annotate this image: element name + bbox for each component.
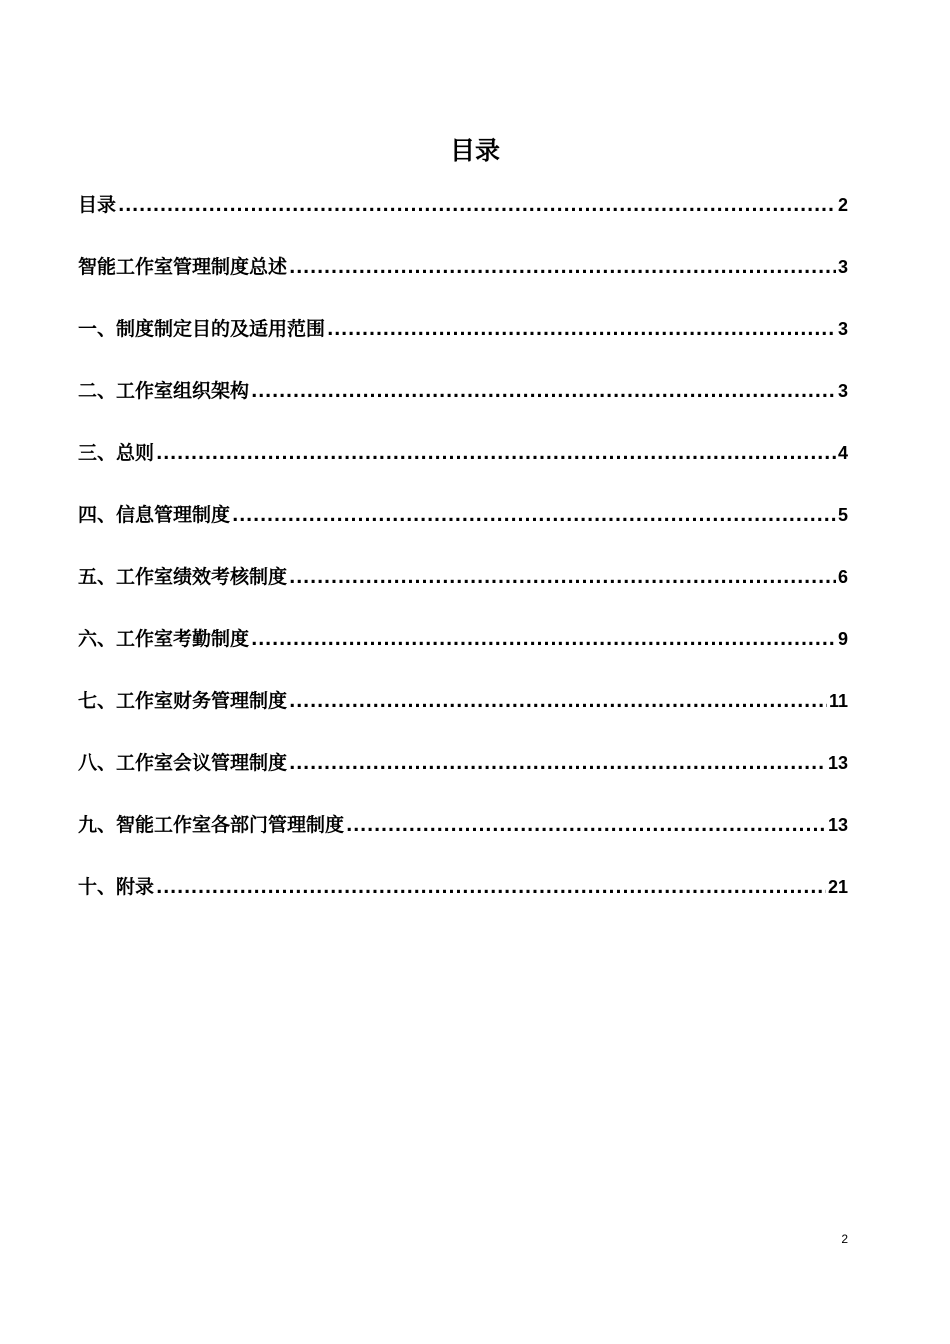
- toc-entry-page: 5: [837, 505, 848, 525]
- toc-entry-section-9[interactable]: [78, 808, 848, 870]
- toc-entry-section-2[interactable]: [78, 374, 848, 436]
- toc-entry-page: 3: [837, 381, 848, 401]
- toc-dot-leader: [118, 189, 836, 223]
- toc-entry-label: 七、工作室财务管理制度: [78, 690, 288, 712]
- toc-entry-page: 2: [837, 195, 848, 215]
- toc-entry-section-5[interactable]: [78, 560, 848, 622]
- toc-entry-section-8[interactable]: [78, 746, 848, 808]
- toc-dot-leader: [251, 623, 836, 657]
- toc-dot-leader: [156, 871, 826, 905]
- toc-entry-label: 五、工作室绩效考核制度: [78, 566, 288, 588]
- toc-entry-page: 4: [837, 443, 848, 463]
- toc-entry-page: 21: [827, 877, 848, 897]
- toc-entry-label: 十、附录: [78, 876, 155, 898]
- toc-entry-page: 3: [837, 319, 848, 339]
- toc-entry-section-10[interactable]: [78, 870, 848, 932]
- toc-dot-leader: [251, 375, 836, 409]
- toc-entry-label: 目录: [78, 194, 117, 216]
- toc-entry-label: 智能工作室管理制度总述: [78, 256, 288, 278]
- toc-entry-label: 一、制度制定目的及适用范围: [78, 318, 326, 340]
- toc-entry-section-4[interactable]: [78, 498, 848, 560]
- toc-entry-page: 13: [827, 815, 848, 835]
- toc-entry-label: 九、智能工作室各部门管理制度: [78, 814, 345, 836]
- toc-dot-leader: [232, 499, 836, 533]
- toc-entry-label: 四、信息管理制度: [78, 504, 231, 526]
- toc-entry-label: 三、总则: [78, 442, 155, 464]
- toc-dot-leader: [156, 437, 836, 471]
- toc-entry-overview[interactable]: [78, 250, 848, 312]
- page-title: 目录: [449, 136, 500, 165]
- toc-dot-leader: [289, 561, 836, 595]
- toc-entry-section-6[interactable]: [78, 622, 848, 684]
- toc-dot-leader: [289, 747, 826, 781]
- toc-dot-leader: [289, 685, 827, 719]
- toc-entry-page: 3: [837, 257, 848, 277]
- toc-dot-leader: [346, 809, 826, 843]
- table-of-contents: [78, 188, 848, 932]
- toc-entry-label: 六、工作室考勤制度: [78, 628, 250, 650]
- toc-entry-page: 6: [837, 567, 848, 587]
- toc-entry-page: 9: [837, 629, 848, 649]
- toc-entry-page: 11: [828, 691, 848, 711]
- toc-entry-section-7[interactable]: [78, 684, 848, 746]
- toc-entry-toc[interactable]: [78, 188, 848, 250]
- page-number: 2: [841, 1232, 848, 1246]
- toc-dot-leader: [289, 251, 836, 285]
- toc-entry-label: 八、工作室会议管理制度: [78, 752, 288, 774]
- toc-entry-section-3[interactable]: [78, 436, 848, 498]
- toc-entry-section-1[interactable]: [78, 312, 848, 374]
- toc-entry-page: 13: [827, 753, 848, 773]
- toc-entry-label: 二、工作室组织架构: [78, 380, 250, 402]
- toc-dot-leader: [327, 313, 836, 347]
